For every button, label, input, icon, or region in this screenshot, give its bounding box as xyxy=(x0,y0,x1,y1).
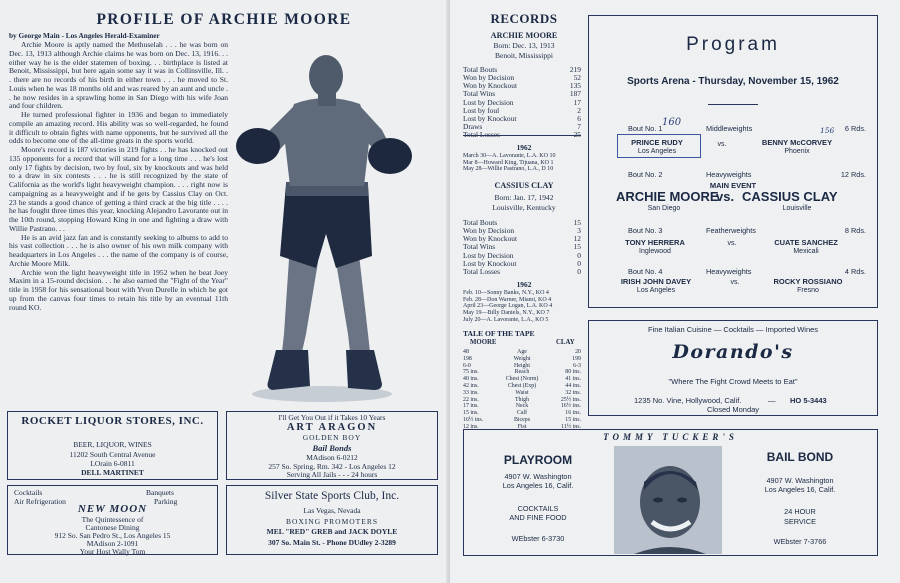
dorandos-address: 1235 No. Vine, Hollywood, Calif. xyxy=(634,396,742,405)
bout-4-number: Bout No. 4 xyxy=(628,267,663,276)
stat-value: 2 xyxy=(577,105,581,115)
moore-birthplace: Benoit, Mississippi xyxy=(495,51,553,60)
tape-moore-value: 48 xyxy=(463,349,469,355)
clay-record-name: CASSIUS CLAY xyxy=(494,181,554,190)
dorandos-dash: — xyxy=(768,396,776,405)
tommy-tucker-photo xyxy=(614,446,722,554)
tape-moore-value: 40 ins. xyxy=(463,376,479,383)
bout-1-vs: vs. xyxy=(717,141,727,148)
bout-4-header xyxy=(628,267,866,276)
tape-table xyxy=(463,349,581,431)
tape-moore-value: 15 ins. xyxy=(463,410,479,417)
aragon-name: ART ARAGON xyxy=(286,422,378,433)
tape-row xyxy=(463,356,581,363)
tucker-fine-food: AND FINE FOOD xyxy=(509,513,567,522)
bout-1-division: Middleweights xyxy=(706,124,753,133)
profile-paragraph: He turned professional fighter in 1936 and began to immediately compile an amazing record. His ability was so well-regarded, he found it difficult to obtain fights with name opponents, but he survived all the odds to become one of the all-time greats in the sports world. xyxy=(9,110,228,146)
tape-clay-value: 199 xyxy=(572,355,581,362)
clay-year: 1962 xyxy=(516,280,532,289)
moore-born: Born: Dec. 13, 1913 xyxy=(493,41,555,50)
stat-value: 0 xyxy=(577,250,581,260)
tape-moore-value: 33 ins. xyxy=(463,389,479,396)
aragon-tagline: I'll Get You Out if it Takes 10 Years xyxy=(278,413,386,422)
stat-value: 25 xyxy=(573,130,581,140)
clay-stats-table xyxy=(463,219,581,276)
bout-3-rounds: 8 Rds. xyxy=(844,226,866,235)
tape-row xyxy=(463,376,581,383)
rocket-ad-address: 11202 South Central Avenue xyxy=(69,450,156,459)
tape-moore-value: 6-0 xyxy=(463,362,471,369)
profile-paragraph: He is an avid jazz fan and is constantly seeking to albums to add to his vast collection . . . he is also owner of his own milk company with headquarters in Los Angeles . . . the name of the company is of course, Archie Moore Milk. xyxy=(9,232,228,268)
bout-3-fighter-2: CUATE SANCHEZ xyxy=(774,238,838,247)
new-moon-cocktails: Cocktails xyxy=(14,488,43,497)
tucker-cocktails: COCKTAILS xyxy=(517,504,559,513)
tucker-banner: TOMMY TUCKER'S xyxy=(603,432,738,442)
new-moon-air: Air Refrigeration xyxy=(14,497,66,506)
moore-year: 1962 xyxy=(516,143,532,152)
tape-moore-value: 198 xyxy=(463,355,472,362)
bout-4-city-2: Fresno xyxy=(797,287,819,294)
profile-paragraph: Archie Moore is aptly named the Methuselah . . . he was born on Dec. 13, 1913 although Archie claims he was born on Dec. 13, 1916. . . either way he is the elder statemen of boxing. . . birthplace is listed at Benoit, Mississippi, but here again some say it was in Collinsville, Ill. . . there are no records of his birth in either town . . . he moved to St. Louis when he was 18 months old and was reared by an aunt and uncle . . he now resides in a sprawling home in San Diego with his wife Joan and four children. xyxy=(9,40,228,111)
bout-4-vs: vs. xyxy=(730,279,740,286)
tape-measure: Waist xyxy=(515,389,529,396)
moore-stats-divider xyxy=(463,135,581,136)
tape-measure: Reach xyxy=(514,369,530,376)
tape-moore-value: 42 ins. xyxy=(463,382,479,389)
tape-measure: Neck xyxy=(515,403,529,410)
bout-4-city-1: Los Angeles xyxy=(636,287,676,294)
bout-1-handwritten-156: 156 xyxy=(820,126,835,135)
bout-4-fighter-2: ROCKY ROSSIANO xyxy=(773,277,843,286)
tape-clay-value: 16½ ins. xyxy=(560,403,581,410)
main-event-label: MAIN EVENT xyxy=(709,181,757,190)
profile-article xyxy=(9,41,228,312)
new-moon-address: 912 So. San Pedro St., Los Angeles 15 xyxy=(54,531,171,540)
tucker-bail-city: Los Angeles 16, Calif. xyxy=(764,485,836,494)
new-moon-tagline1: The Quintessence of xyxy=(81,515,144,524)
stat-value: 12 xyxy=(573,234,581,244)
new-moon-banquets: Banquets xyxy=(146,488,174,497)
bout-2-division: Heavyweights xyxy=(706,170,752,179)
profile-title: PROFILE OF ARCHIE MOORE xyxy=(96,11,352,28)
tape-clay-value: 6-3 xyxy=(573,362,581,369)
clay-birthplace: Louisville, Kentucky xyxy=(492,203,556,212)
tape-clay-value: 80 ins. xyxy=(565,369,581,376)
stat-value: 15 xyxy=(573,218,581,227)
silver-state-city: Las Vegas, Nevada xyxy=(303,506,361,515)
main-event-fighter-2: CASSIUS CLAY xyxy=(742,189,838,204)
stat-label: Total Bouts xyxy=(463,218,498,227)
tucker-24-hour: 24 HOUR xyxy=(784,507,816,516)
program-title: Program xyxy=(686,34,780,55)
stat-label: Lost by Decision xyxy=(463,97,514,107)
profile-paragraph: Moore's record is 187 victories in 219 fights . . he has knocked out 135 opponents for a record that will stand for a long time . . . he's lost only 17 fights by decision, two by foul, six by knockouts and was held to a draw in six contests . . . he is still recognized by the state of California as the world's light heavyweight champion. . . . right now is campaigning as a heavyweight and if he gets by Cassius Clay on Oct. 23 he stands a good chance of getting a third crack at the big title . . . . he has fought three times this year, knocking Alejandro Lavorante out in the 10th round, stopping Howard King in one and fighting a draw with Willie Pastrano. . . xyxy=(9,145,228,233)
stat-value: 7 xyxy=(577,122,581,132)
tape-clay-value: 44 ins. xyxy=(565,382,581,389)
tape-row xyxy=(463,349,581,356)
stat-value: 187 xyxy=(569,89,581,99)
tucker-bail-phone: WEbster 7-3766 xyxy=(773,537,827,546)
stat-value: 17 xyxy=(573,97,581,107)
aragon-bail-bonds: Bail Bonds xyxy=(312,443,352,453)
tape-clay-value: 32 ins. xyxy=(565,389,581,396)
tape-clay-value: 11½ ins. xyxy=(561,423,581,430)
rocket-ad-products: BEER, LIQUOR, WINES xyxy=(73,440,152,449)
stat-label: Lost by Decision xyxy=(463,250,514,260)
bout-3-division: Featherweights xyxy=(706,226,756,235)
records-title: RECORDS xyxy=(490,11,558,26)
tucker-service: SERVICE xyxy=(784,517,816,526)
bout-4-division: Heavyweights xyxy=(706,267,752,276)
stat-value: 3 xyxy=(577,226,581,236)
clay-born: Born: Jan. 17, 1942 xyxy=(494,193,554,202)
tape-measure: Weight xyxy=(513,355,531,362)
tape-measure: Fist xyxy=(517,423,527,430)
silver-state-address: 307 So. Main St. - Phone DUdley 2-3289 xyxy=(268,538,396,547)
tape-row xyxy=(463,410,581,417)
tape-row xyxy=(463,417,581,424)
stat-label: Won by Decision xyxy=(463,226,515,236)
tucker-playroom-address: 4907 W. Washington xyxy=(504,472,572,481)
stat-value: 15 xyxy=(573,242,581,252)
stat-value: 135 xyxy=(569,81,581,91)
silver-state-ad xyxy=(226,485,438,555)
bout-3-vs: vs. xyxy=(727,240,737,247)
stat-label: Won by Knockout xyxy=(463,81,518,91)
tape-moore-value: 16½ ins. xyxy=(463,416,484,423)
tape-moore-value: 12 ins. xyxy=(463,423,479,430)
stat-value: 0 xyxy=(577,266,581,276)
stat-label: Lost by Knockout xyxy=(463,258,517,268)
tape-clay-value: 15 ins. xyxy=(565,416,581,423)
dorandos-closed: Closed Monday xyxy=(706,405,760,414)
bout-3-number: Bout No. 3 xyxy=(628,226,663,235)
tucker-playroom-title: PLAYROOM xyxy=(503,453,573,467)
program-date: Sports Arena - Thursday, November 15, 1962 xyxy=(627,76,839,87)
new-moon-phone: MAdison 2-1091 xyxy=(86,539,139,548)
stat-label: Total Wins xyxy=(463,89,496,99)
bout-1-fighter-2: BENNY McCORVEY xyxy=(761,138,833,147)
bout-1-city-1: Los Angeles xyxy=(637,148,677,155)
program-box xyxy=(588,15,878,308)
tucker-playroom-phone: WEbster 6-3730 xyxy=(511,534,565,543)
new-moon-tagline2: Cantonese Dining xyxy=(85,523,140,532)
stat-value: 0 xyxy=(577,258,581,268)
bout-1-handwritten-160: 160 xyxy=(662,117,682,128)
tape-measure: Thigh xyxy=(514,396,530,403)
stat-value: 52 xyxy=(573,73,581,83)
rocket-ad-title: ROCKET LIQUOR STORES, INC. xyxy=(21,415,204,427)
tucker-bail-address: 4907 W. Washington xyxy=(766,476,834,485)
stat-label: Total Bouts xyxy=(463,65,498,74)
bout-3-city-1: Inglewood xyxy=(639,248,671,255)
tape-row xyxy=(463,390,581,397)
stat-label: Won by Knockout xyxy=(463,234,518,244)
dorandos-slogan: "Where The Fight Crowd Meets to Eat" xyxy=(668,377,798,386)
aragon-hours: Serving All Jails - - - 24 hours xyxy=(286,470,378,479)
tape-clay-value: 16 ins. xyxy=(565,410,581,417)
bout-1-rounds: 6 Rds. xyxy=(844,124,866,133)
stat-value: 219 xyxy=(569,65,581,74)
tucker-playroom-city: Los Angeles 16, Calif. xyxy=(502,481,574,490)
moore-fight-item: March 30—A. Lavorante, L.A. KO 10 xyxy=(463,153,556,159)
new-moon-title: NEW MOON xyxy=(77,503,148,515)
aragon-address: 257 So. Spring, Rm. 342 - Los Angeles 12 xyxy=(268,462,396,471)
silver-state-title: Silver State Sports Club, Inc. xyxy=(264,490,400,502)
left-page xyxy=(0,0,448,583)
stat-label: Won by Decision xyxy=(463,73,515,83)
tape-row xyxy=(463,363,581,370)
clay-fight-item: July 20—A. Lavorante, L.A., KO 5 xyxy=(463,316,549,323)
bout-4-rounds: 4 Rds. xyxy=(844,267,866,276)
stat-label: Total Losses xyxy=(463,130,501,140)
clay-fight-item: April 23—George Logan, L.A. KO 4 xyxy=(463,303,553,310)
bout-2-city-2: Louisville xyxy=(782,205,812,212)
bout-3-header xyxy=(628,226,866,235)
tape-measure: Biceps xyxy=(513,416,531,423)
tape-clay-value: 41 ins. xyxy=(565,376,581,383)
new-moon-ad xyxy=(7,485,218,555)
tape-moore-value: 22 ins. xyxy=(463,396,479,403)
tape-measure: Chest (Norm) xyxy=(505,376,539,383)
bout-1-city-2: Phoenix xyxy=(784,148,810,155)
moore-stats-table xyxy=(463,66,581,139)
new-moon-parking: Parking xyxy=(154,497,178,506)
tape-clay-value: 25½ ins. xyxy=(560,396,581,403)
clay-stat-row xyxy=(463,268,581,276)
archie-moore-photo xyxy=(232,34,418,408)
stat-label: Draws xyxy=(463,122,483,132)
tape-moore-value: 17 ins. xyxy=(463,403,479,410)
program-rule xyxy=(708,104,758,105)
main-event-vs: vs. xyxy=(716,189,735,204)
tape-clay-head: CLAY xyxy=(556,339,575,346)
clay-fight-item: Feb. 28—Don Warner, Miami, KO 4 xyxy=(463,296,552,303)
bout-3-city-2: Mexicali xyxy=(793,248,819,255)
stat-label: Total Wins xyxy=(463,242,496,252)
silver-state-promoters: BOXING PROMOTERS xyxy=(285,517,379,526)
tape-title: TALE OF THE TAPE xyxy=(463,329,535,338)
tape-moore-value: 75 ins. xyxy=(463,369,479,376)
clay-fight-list xyxy=(463,290,587,324)
tape-measure: Chest (Exp) xyxy=(507,382,537,389)
tape-measure: Calf xyxy=(516,410,528,417)
bout-2-header xyxy=(628,170,866,179)
bout-1-number: Bout No. 1 xyxy=(628,124,663,133)
profile-byline: by George Main - Los Angeles Herald-Examiner xyxy=(9,31,160,40)
silver-state-names: MEL "RED" GREB and JACK DOYLE xyxy=(266,527,398,536)
stat-label: Lost by foul xyxy=(463,105,500,115)
aragon-golden-boy: GOLDEN BOY xyxy=(302,433,362,442)
tape-row xyxy=(463,383,581,390)
aragon-phone: MAdison 6-0212 xyxy=(306,453,358,462)
art-aragon-ad xyxy=(226,411,438,480)
tape-moore-head: MOORE xyxy=(470,339,497,346)
dorandos-logo: Dorando's xyxy=(672,341,794,363)
moore-fight-list xyxy=(463,153,587,173)
rocket-ad-phone: LOrain 6-0811 xyxy=(90,459,135,468)
stat-value: 6 xyxy=(577,113,581,123)
rocket-liquor-ad xyxy=(7,411,218,480)
tape-measure: Age xyxy=(517,349,527,355)
profile-paragraph: Archie won the light heavyweight title in 1952 when he beat Joey Maxim in a 15-round decision. . . he also earned the "Fight of the Year" title in 1958 for his sensational bout with Yvon Durelle in which he got up from the canvas four times to retain his title by an eventual 11th round KO. xyxy=(9,267,228,312)
tucker-bail-title: BAIL BOND xyxy=(766,450,834,464)
clay-fight-item: Feb. 10—Sonny Banks, N.Y., KO 4 xyxy=(463,290,549,296)
tape-clay-value: 20 xyxy=(575,349,581,355)
bout-2-rounds: 12 Rds. xyxy=(840,170,866,179)
new-moon-host: Your Host Wally Tom xyxy=(79,547,146,556)
stat-label: Lost by Knockout xyxy=(463,113,517,123)
moore-fight-item: May 28—Willie Pastrano, L.A., D 10 xyxy=(463,166,554,173)
main-event-fighter-1: ARCHIE MOORE xyxy=(616,189,719,204)
bout-2-number: Bout No. 2 xyxy=(628,170,663,179)
clay-fight-item: May 19—Billy Daniels, N.Y., KO 7 xyxy=(463,310,550,317)
moore-fight-item: Mar 8—Howard King, Tijuana, KO 1 xyxy=(463,159,554,166)
bout-1-fighter-1: PRINCE RUDY xyxy=(631,138,683,147)
bout-4-fighter-1: IRISH JOHN DAVEY xyxy=(620,277,692,286)
dorandos-phone: HO 5-3443 xyxy=(790,396,827,405)
rocket-ad-owner: DELL MARTINET xyxy=(81,468,144,477)
stat-label: Total Losses xyxy=(463,266,501,276)
bout-2-city-1: San Diego xyxy=(647,205,681,212)
bout-3-fighter-1: TONY HERRERA xyxy=(625,238,685,247)
moore-record-name: ARCHIE MOORE xyxy=(490,31,558,40)
tape-measure: Height xyxy=(513,362,531,369)
dorandos-tagline: Fine Italian Cuisine — Cocktails — Imported Wines xyxy=(647,325,819,334)
